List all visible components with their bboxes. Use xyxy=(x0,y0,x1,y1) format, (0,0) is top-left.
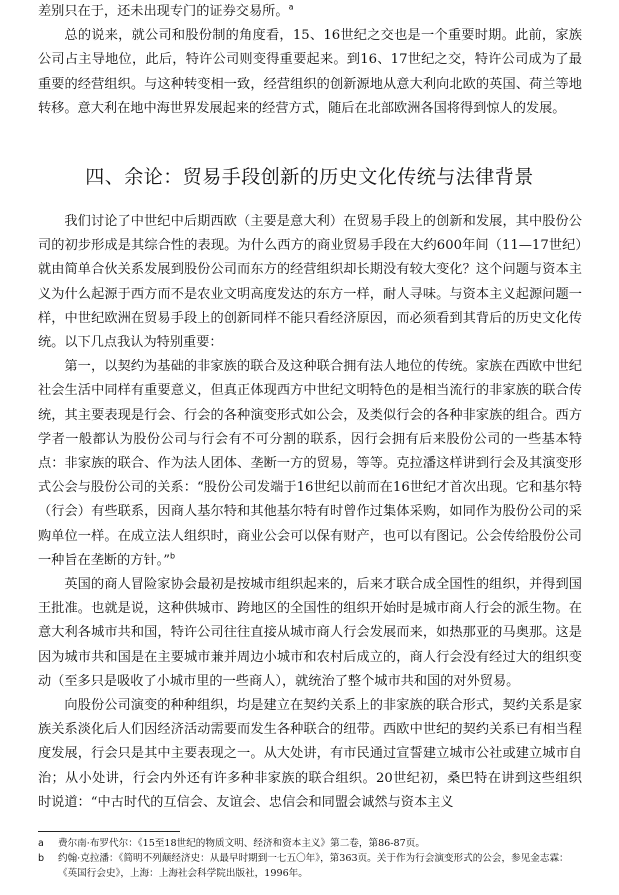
section-body xyxy=(38,210,582,815)
body-paragraph-3: 英国的商人冒险家协会最初是按城市组织起来的，后来才联合成全国性的组织，并得到国王批准。也就是说，这种供城市、跨地区的全国性的组织开始时是城市商人行会的派生物。在意大利各城市共和国，特许公司往往直接从城市商人行会发展而来，如热那亚的马奥那。这是因为城市共和国是在主要城市兼并周边小城市和农村后成立的，商人行会没有经过大的组织变动（至多只是吸收了小城市里的一些商人），就统治了整个城市共和国的对外贸易。 xyxy=(38,577,582,689)
footnote-ref-a[interactable]: a xyxy=(288,2,294,12)
footnote-text: 约翰·克拉潘：《简明不列颠经济史：从最早时期到一七五〇年》，第363页。关于作为行会演变形式的公会，参见金志霖：《英国行会史》，上海：上海社会科学院出版社，1996年。 xyxy=(58,853,569,879)
body-paragraph-2 xyxy=(38,355,582,573)
section-heading: 四、余论：贸易手段创新的历史文化传统与法律背景 xyxy=(85,166,534,188)
footnote-mark: a xyxy=(38,838,44,849)
footnote-b xyxy=(38,851,582,881)
intro-paragraph-continuation xyxy=(38,0,582,24)
intro-text-block xyxy=(38,0,582,121)
body-paragraph-4: 向股份公司演变的种种组织，均是建立在契约关系上的非家族的联合形式，契约关系是家族关系淡化后人们因经济活动需要而发生各种联合的纽带。西欧中世纪的契约关系已有相当程度发展，行会只是其中主要表现之一。从大处讲，有市民通过宣誓建立城市公社或建立城市自治；从小处讲，行会内外还有许多种非家族的联合组织。20世纪初，桑巴特在讲到这些组织时说道：“中古时代的互信会、友谊会、忠信会和同盟会诚然与资本主义 xyxy=(38,698,582,810)
paragraph-text: 第一，以契约为基础的非家族的联合及这种联合拥有法人地位的传统。家族在西欧中世纪社会生活中同样有重要意义，但真正体现西方中世纪文明特色的是相当流行的非家族的联合传统，其主要表现是行会、行会的各种演变形式如公会，及类似行会的各种非家族的组合。西方学者一般都认为股份公司与行会有不可分割的联系，因行会拥有后来股份公司的一些基本特点：非家族的联合、作为法人团体、垄断一方的贸易，等等。克拉潘这样讲到行会及其演变形式公会与股份公司的关系：“股份公司发端于16世纪以前而在16世纪才首次出现。它和基尔特（行会）有些联系，因商人基尔特和其他基尔特有时曾作过集体采购，如同作为股份公司的采购单位一样。在成立法人组织时，商业公会可以保有财产，也可以有图记。公会传给股份公司一种旨在垄断的方针。” xyxy=(38,359,582,568)
footnote-a xyxy=(38,836,582,851)
footnote-mark: b xyxy=(38,853,45,864)
footnotes xyxy=(38,836,582,881)
paragraph-text: 差别只在于，还未出现专门的证券交易所。 xyxy=(38,4,289,19)
footnote-divider xyxy=(38,831,180,832)
body-paragraph-1: 我们讨论了中世纪中后期西欧（主要是意大利）在贸易手段上的创新和发展，其中股份公司的初步形成是其综合性的表现。为什么西方的商业贸易手段在大约600年间（11—17世纪）就由简单合伙关系发展到股份公司而东方的经营组织却长期没有较大变化？这个问题与资本主义为什么起源于西方而不是农业文明高度发达的东方一样，耐人寻味。与资本主义起源问题一样，中世纪欧洲在贸易手段上的创新同样不能只看经济原因，而必须看到其背后的历史文化传统。以下几点我认为特别重要： xyxy=(38,214,582,351)
footnote-ref-b[interactable]: b xyxy=(170,551,176,561)
intro-paragraph: 总的说来，就公司和股份制的角度看，15、16世纪之交也是一个重要时期。此前，家族公司占主导地位，此后，特许公司则变得重要起来。到16、17世纪之交，特许公司成为了最重要的经营组织。与这种转变相一致，经营组织的创新源地从意大利向北欧的英国、荷兰等地转移。意大利在地中海世界发展起来的经营方式，随后在北部欧洲各国将得到惊人的发展。 xyxy=(38,28,582,116)
footnote-text: 费尔南·布罗代尔：《15至18世纪的物质文明、经济和资本主义》第二卷，第86-87页。 xyxy=(58,838,425,849)
